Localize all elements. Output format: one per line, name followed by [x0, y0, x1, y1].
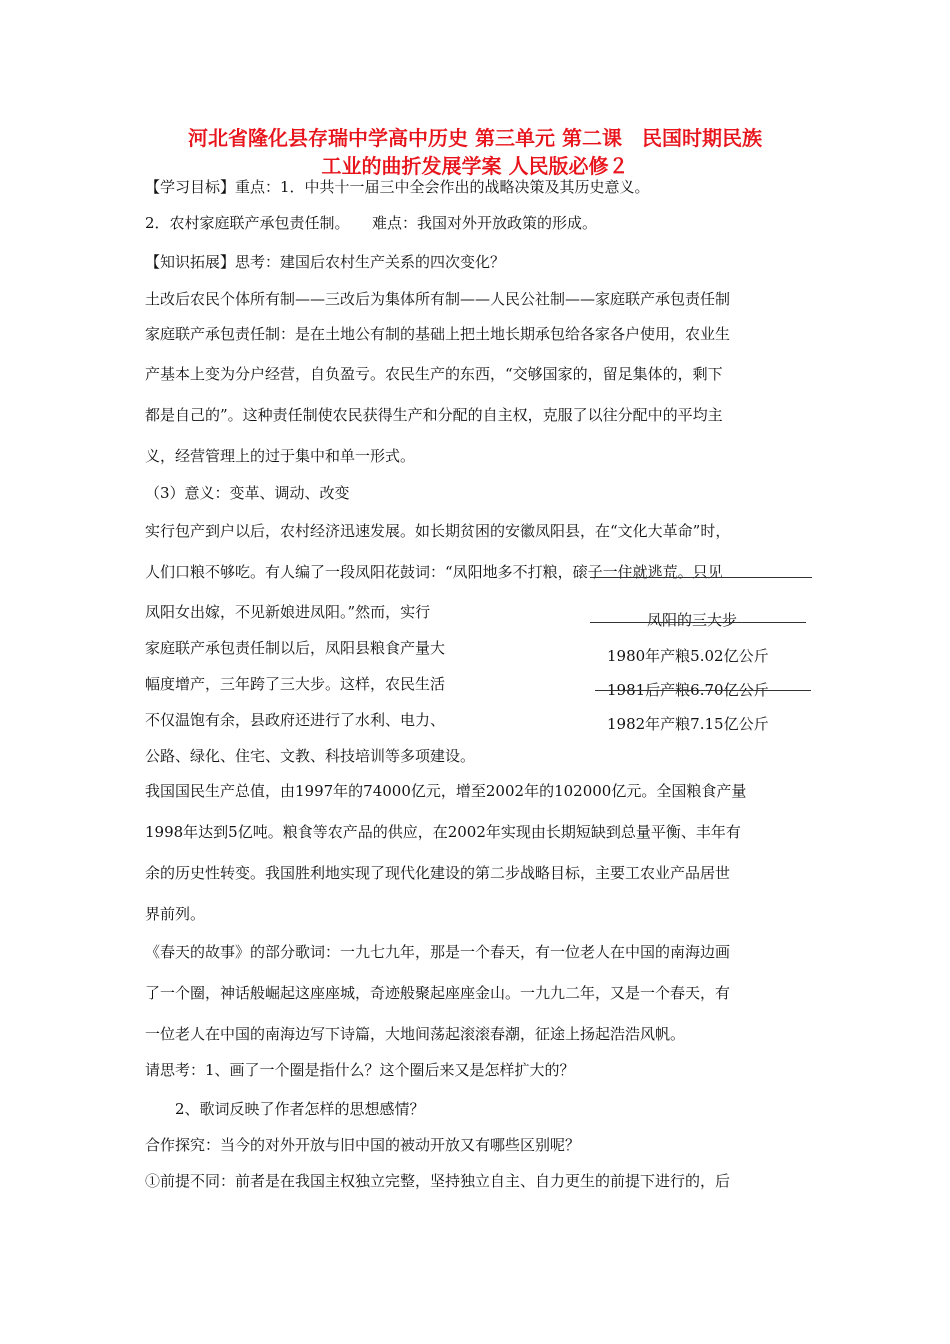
song-lyrics-line: 了一个圈，神话般崛起这座座城，奇迹般聚起座座金山。一九九二年，又是一个春天，有 — [145, 984, 731, 1002]
body-text-line: 产基本上变为分户经营，自负盈亏。农民生产的东西，“交够国家的，留足集体的，剩下 — [145, 365, 723, 383]
box-heading: 凤阳的三大步 — [647, 611, 738, 629]
body-text-line: 幅度增产，三年跨了三大步。这样，农民生活 — [145, 675, 446, 693]
body-text-line: 1998年达到5亿吨。粮食等农产品的供应，在2002年实现由长期短缺到总量平衡、丰年有 — [145, 823, 741, 841]
body-text-line: 余的历史性转变。我国胜利地实现了现代化建设的第二步战略目标，主要工农业产品居世 — [145, 864, 731, 882]
question-line: 请思考：1、画了一个圈是指什么？这个圈后来又是怎样扩大的？ — [145, 1061, 575, 1079]
cooperative-inquiry-line: 合作探究：当今的对外开放与旧中国的被动开放又有哪些区别呢？ — [145, 1136, 581, 1154]
body-text-line: 我国国民生产总值，由1997年的74000亿元，增至2002年的102000亿元。全国粮食产量 — [145, 782, 747, 800]
text-rule — [590, 577, 812, 578]
harvest-row: 1981后产粮6.70亿公斤 — [607, 681, 769, 699]
body-text-line: 界前列。 — [145, 905, 206, 923]
fengyang-harvest-box — [590, 605, 815, 745]
box-rule-middle — [595, 690, 811, 691]
body-text-line: 都是自己的”。这种责任制使农民获得生产和分配的自主权，克服了以往分配中的平均主 — [145, 406, 723, 424]
significance-line: （3）意义：变革、调动、改变 — [145, 484, 350, 502]
song-lyrics-line: 一位老人在中国的南海边写下诗篇，大地间荡起滚滚春潮，征途上扬起浩浩风帆。 — [145, 1025, 686, 1043]
body-text-line: 公路、绿化、住宅、文教、科技培训等多项建设。 — [145, 747, 476, 765]
learning-goals-line: 2．农村家庭联产承包责任制。 难点：我国对外开放政策的形成。 — [145, 214, 598, 232]
body-text-line: 家庭联产承包责任制以后，凤阳县粮食产量大 — [145, 639, 446, 657]
learning-goals-line: 【学习目标】重点：1．中共十一届三中全会作出的战略决策及其历史意义。 — [145, 178, 650, 196]
harvest-row: 1980年产粮5.02亿公斤 — [607, 647, 769, 665]
body-text-line: 家庭联产承包责任制：是在土地公有制的基础上把土地长期承包给各家各户使用，农业生 — [145, 325, 731, 343]
body-text-line: 义，经营管理上的过于集中和单一形式。 — [145, 447, 416, 465]
question-line: 2、歌词反映了作者怎样的思想感情？ — [145, 1100, 425, 1118]
document-title-line-2: 工业的曲折发展学案 人民版必修２ — [321, 154, 629, 178]
body-text-line: 人们口粮不够吃。有人编了一段凤阳花鼓词：“凤阳地多不打粮，磙子一住就逃荒。只见 — [145, 563, 723, 581]
box-rule-top — [590, 622, 806, 623]
body-text-line: ①前提不同：前者是在我国主权独立完整，坚持独立自主、自力更生的前提下进行的，后 — [145, 1172, 731, 1190]
knowledge-extension-line: 【知识拓展】思考：建国后农村生产关系的四次变化？ — [145, 253, 506, 271]
body-text-line: 土改后农民个体所有制——三改后为集体所有制——人民公社制——家庭联产承包责任制 — [145, 290, 731, 308]
harvest-row: 1982年产粮7.15亿公斤 — [607, 715, 769, 733]
body-text-line: 凤阳女出嫁，不见新娘进凤阳。”然而，实行 — [145, 603, 431, 621]
body-text-line: 不仅温饱有余，县政府还进行了水利、电力、 — [145, 711, 446, 729]
body-text-line: 实行包产到户以后，农村经济迅速发展。如长期贫困的安徽凤阳县，在“文化大革命”时， — [145, 522, 731, 540]
document-title-line-1: 河北省隆化县存瑞中学高中历史 第三单元 第二课 民国时期民族 — [188, 126, 762, 150]
song-lyrics-line: 《春天的故事》的部分歌词：一九七九年，那是一个春天，有一位老人在中国的南海边画 — [145, 943, 731, 961]
